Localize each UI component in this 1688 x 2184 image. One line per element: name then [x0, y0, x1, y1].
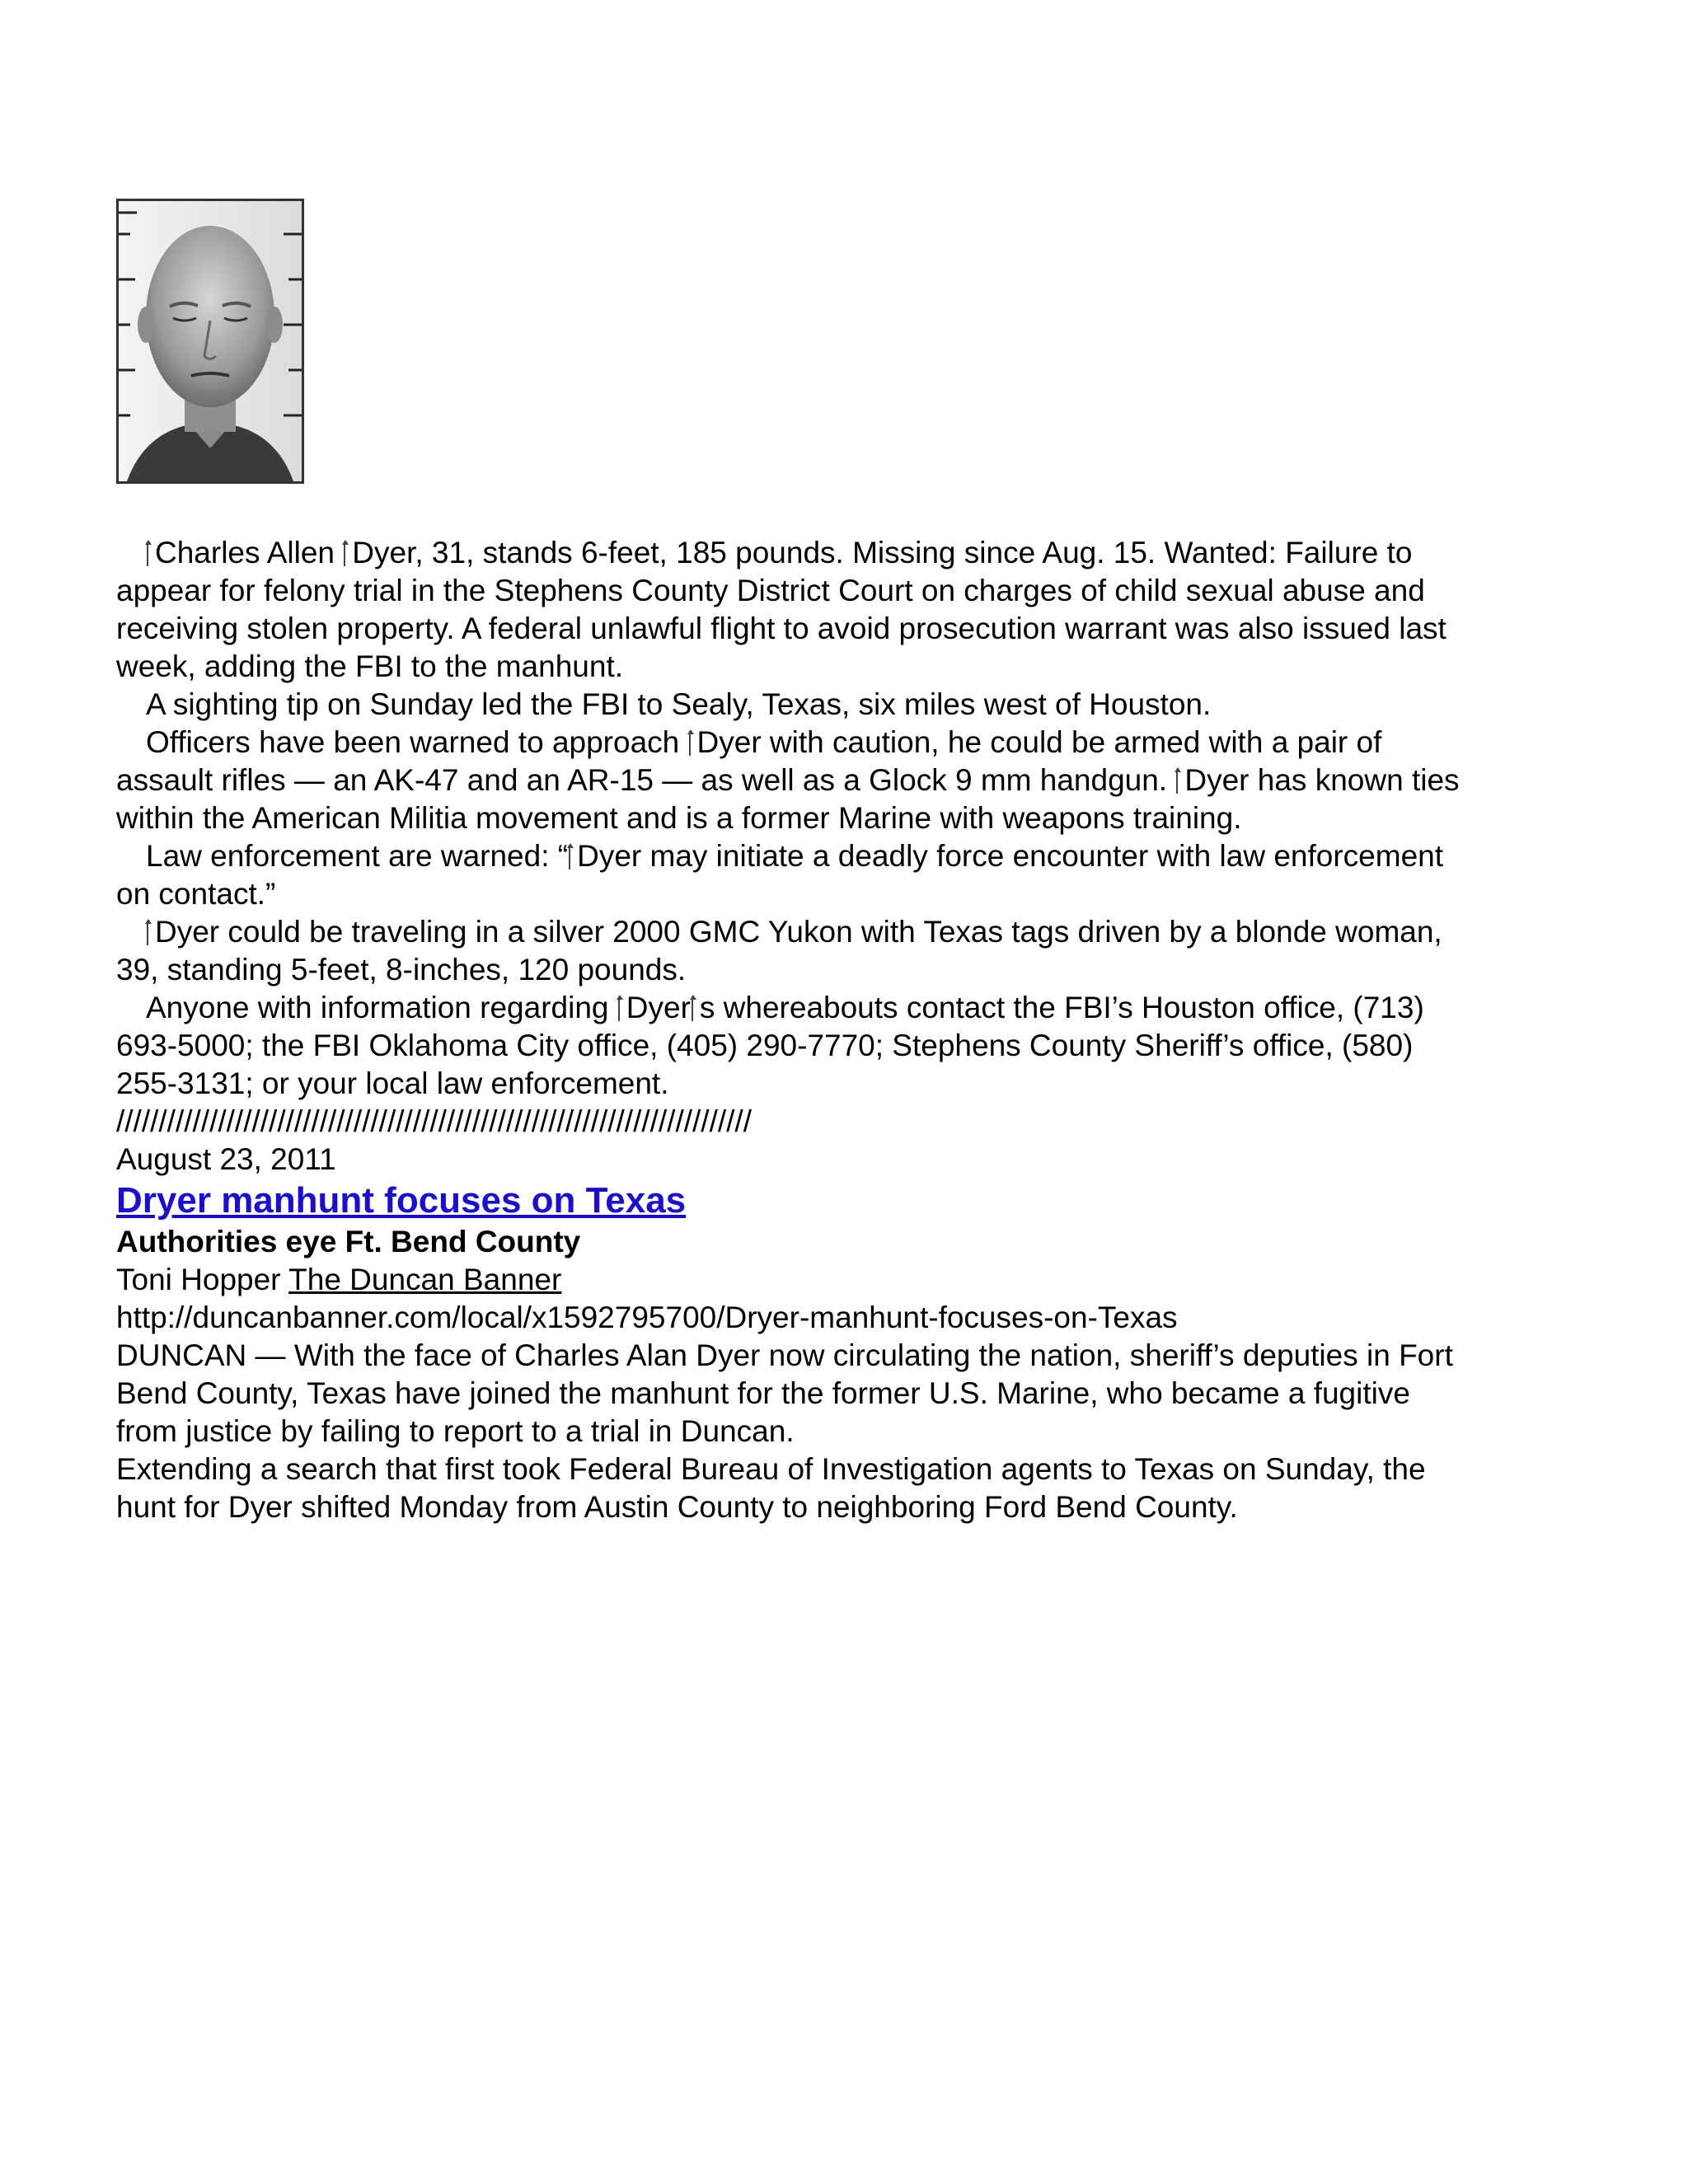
revision-mark-icon	[689, 731, 696, 756]
article1-paragraph-2: A sighting tip on Sunday led the FBI to Sealy, Texas, six miles west of Houston.	[146, 687, 1212, 721]
revision-mark-icon	[147, 921, 153, 945]
revision-mark-icon	[569, 845, 575, 869]
article1-paragraph-4: Law enforcement are warned: “ Dyer may initiate a deadly force encounter with law enforcement on contact.”	[116, 839, 1443, 911]
revision-mark-icon	[618, 996, 625, 1021]
article1-paragraph-6: Anyone with information regarding Dyer s whereabouts contact the FBI’s Houston office, (713) 693-5000; the FBI Oklahoma City office, (405) 290-7770; Stephens County Sheriff’s office, (580) 255-3131; or your local law enforcement.	[116, 991, 1424, 1100]
article2-url: http://duncanbanner.com/local/x1592795700/Dryer-manhunt-focuses-on-Texas	[116, 1301, 1178, 1334]
document-body	[116, 534, 1468, 1526]
article2-paragraph-2: Extending a search that first took Federal Bureau of Investigation agents to Texas on Sunday, the hunt for Dyer shifted Monday from Austin County to neighboring Ford Bend County.	[116, 1452, 1426, 1524]
revision-mark-icon	[692, 996, 698, 1021]
article2-date: August 23, 2011	[116, 1142, 336, 1176]
mugshot-photo	[116, 199, 304, 484]
section-divider: ///////////////////////////////////////////////////////////////////////////	[116, 1104, 752, 1138]
publication-link[interactable]: The Duncan Banner	[288, 1263, 562, 1296]
article2-subhead: Authorities eye Ft. Bend County	[116, 1225, 581, 1258]
revision-mark-icon	[1176, 769, 1183, 794]
article1-paragraph-5: Dyer could be traveling in a silver 2000 GMC Yukon with Texas tags driven by a blonde woman, 39, standing 5-feet, 8-inches, 120 pounds.	[116, 915, 1442, 987]
article2-headline-link[interactable]: Dryer manhunt focuses on Texas	[116, 1180, 687, 1221]
revision-mark-icon	[147, 541, 153, 566]
author-name: Toni Hopper	[116, 1263, 281, 1296]
article2-byline	[116, 1261, 1468, 1299]
article1-paragraph-1: Charles Allen Dyer, 31, stands 6-feet, 185 pounds. Missing since Aug. 15. Wanted: Failure to appear for felony trial in the Stephens County District Court on charges of child sexual abuse and receiving stolen property. A federal unlawful flight to avoid prosecution warrant was also issued last week, adding the FBI to the manhunt.	[116, 536, 1447, 683]
revision-mark-icon	[344, 541, 350, 566]
article2-paragraph-1: DUNCAN — With the face of Charles Alan Dyer now circulating the nation, sheriff’s deputies in Fort Bend County, Texas have joined the manhunt for the former U.S. Marine, who became a fugitive from justice by failing to report to a trial in Duncan.	[116, 1338, 1453, 1448]
article1-paragraph-3: Officers have been warned to approach Dyer with caution, he could be armed with a pair of assault rifles — an AK-47 and an AR-15 — as well as a Glock 9 mm handgun. Dyer has known ties within the American Militia movement and is a former Marine with weapons training.	[116, 725, 1460, 835]
